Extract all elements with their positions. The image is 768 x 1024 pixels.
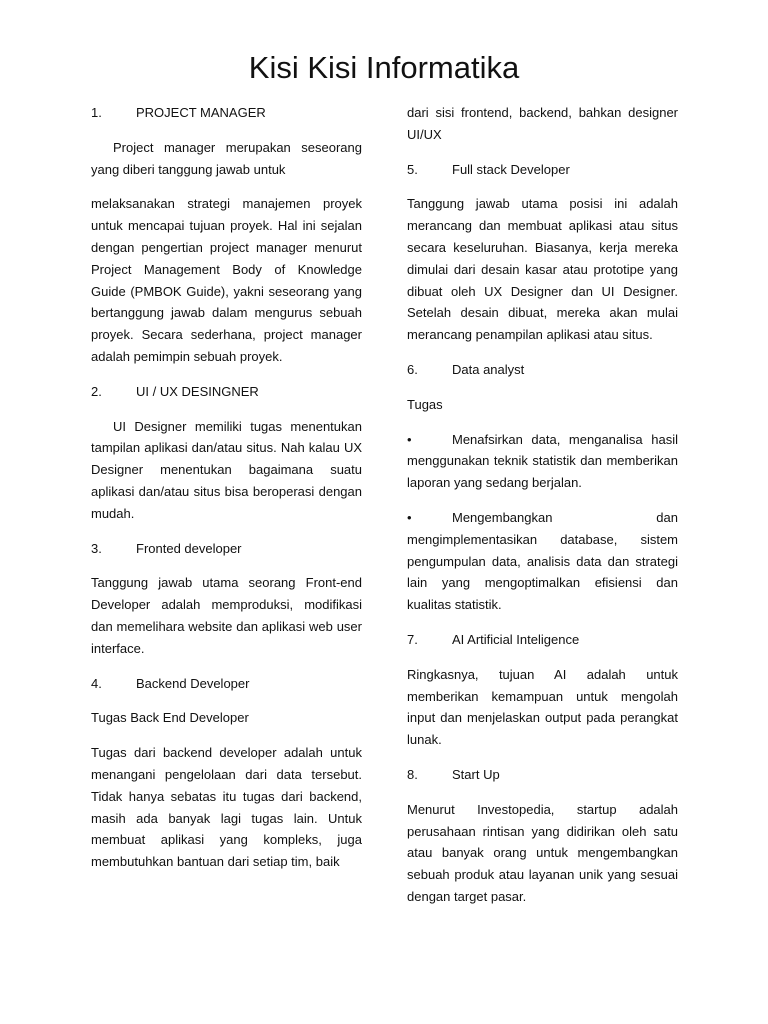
section-title: Start Up bbox=[452, 766, 500, 782]
paragraph: Tugas dari backend developer adalah untuk menangani pengelolaan dari data tersebut. Tidak hanya sebatas itu tugas dari backend, masih ada banyak lagi tugas lain. Untuk membuat aplikasi yang kompleks, juga membutuhkan bantuan dari setiap tim, baik bbox=[91, 745, 362, 870]
paragraph: Tanggung jawab utama posisi ini adalah merancang dan membuat aplikasi atau situs secara keseluruhan. Biasanya, kerja mereka dimulai dari desain kasar atau prototipe yang dibuat oleh UX Designer dan UI Designer. Setelah desain dibuat, mereka akan mulai merancang penampilan aplikasi atau situs. bbox=[407, 196, 678, 343]
paragraph: Tanggung jawab utama seorang Front-end Developer adalah memproduksi, modifikasi dan memelihara website dan aplikasi web user interface. bbox=[91, 575, 362, 656]
page-title: Kisi Kisi Informatika bbox=[248, 50, 520, 85]
section-number: 1. bbox=[91, 105, 102, 120]
section-number: 8. bbox=[407, 766, 418, 782]
left-column bbox=[91, 102, 362, 886]
section-title: UI / UX DESINGNER bbox=[136, 383, 259, 399]
paragraph: UI Designer memiliki tugas menentukan tampilan aplikasi dan/atau situs. Nah kalau UX Designer menentukan bagaimana suatu aplikasi dan/atau situs bisa beroperasi dengan mudah. bbox=[91, 418, 362, 521]
subheading: Tugas bbox=[407, 396, 443, 412]
section-number: 3. bbox=[91, 540, 102, 556]
section-number: 6. bbox=[407, 361, 418, 377]
section-heading-frontend bbox=[91, 538, 362, 560]
paragraph: melaksanakan strategi manajemen proyek untuk mencapai tujuan proyek. Hal ini sejalan dengan pengertian project manager menurut Project Management Body of Knowledge Guide (PMBOK Guide), yakni seseorang yang bertanggung jawab dalam mengurus sebuah proyek. Secara sederhana, project manager adalah pemimpin sebuah proyek. bbox=[91, 196, 362, 364]
bullet-item bbox=[407, 429, 678, 494]
bullet-icon: • bbox=[407, 431, 412, 447]
section-number: 4. bbox=[91, 675, 102, 691]
section-heading-backend bbox=[91, 673, 362, 695]
section-heading-fullstack bbox=[407, 159, 678, 181]
section-heading-project-manager bbox=[91, 102, 362, 124]
paragraph-continuation: dari sisi frontend, backend, bahkan designer UI/UX bbox=[407, 105, 678, 142]
bullet-text: Mengembangkan dan mengimplementasikan database, sistem pengumpulan data, analisis data dan strategi lain yang mengoptimalkan efisiensi dan kualitas statistik. bbox=[407, 509, 678, 613]
section-number: 7. bbox=[407, 631, 418, 647]
section-title: Backend Developer bbox=[136, 675, 250, 691]
paragraph: Project manager merupakan seseorang yang diberi tanggung jawab untuk bbox=[91, 139, 362, 177]
section-number: 5. bbox=[407, 161, 418, 177]
section-number: 2. bbox=[91, 383, 102, 399]
section-title: PROJECT MANAGER bbox=[136, 105, 266, 120]
right-column bbox=[407, 102, 678, 921]
section-title: AI Artificial Inteligence bbox=[452, 631, 580, 647]
bullet-text: Menafsirkan data, menganalisa hasil menggunakan teknik statistik dan memberikan laporan yang sedang berjalan. bbox=[407, 431, 678, 491]
section-title: Fronted developer bbox=[136, 540, 242, 556]
section-heading-data-analyst bbox=[407, 359, 678, 381]
subheading: Tugas Back End Developer bbox=[91, 710, 249, 726]
section-title: Full stack Developer bbox=[452, 161, 570, 177]
paragraph: Ringkasnya, tujuan AI adalah untuk memberikan kemampuan untuk mengolah input dan menjelaskan output pada perangkat lunak. bbox=[407, 666, 678, 748]
section-heading-ui-ux bbox=[91, 381, 362, 403]
section-title: Data analyst bbox=[452, 361, 525, 377]
section-heading-startup bbox=[407, 764, 678, 786]
section-heading-ai bbox=[407, 629, 678, 651]
bullet-icon: • bbox=[407, 509, 412, 525]
paragraph: Menurut Investopedia, startup adalah perusahaan rintisan yang didirikan oleh satu atau banyak orang untuk mengembangkan sebuah produk atau layanan unik yang sesuai dengan target pasar. bbox=[407, 801, 678, 904]
bullet-item bbox=[407, 507, 678, 616]
